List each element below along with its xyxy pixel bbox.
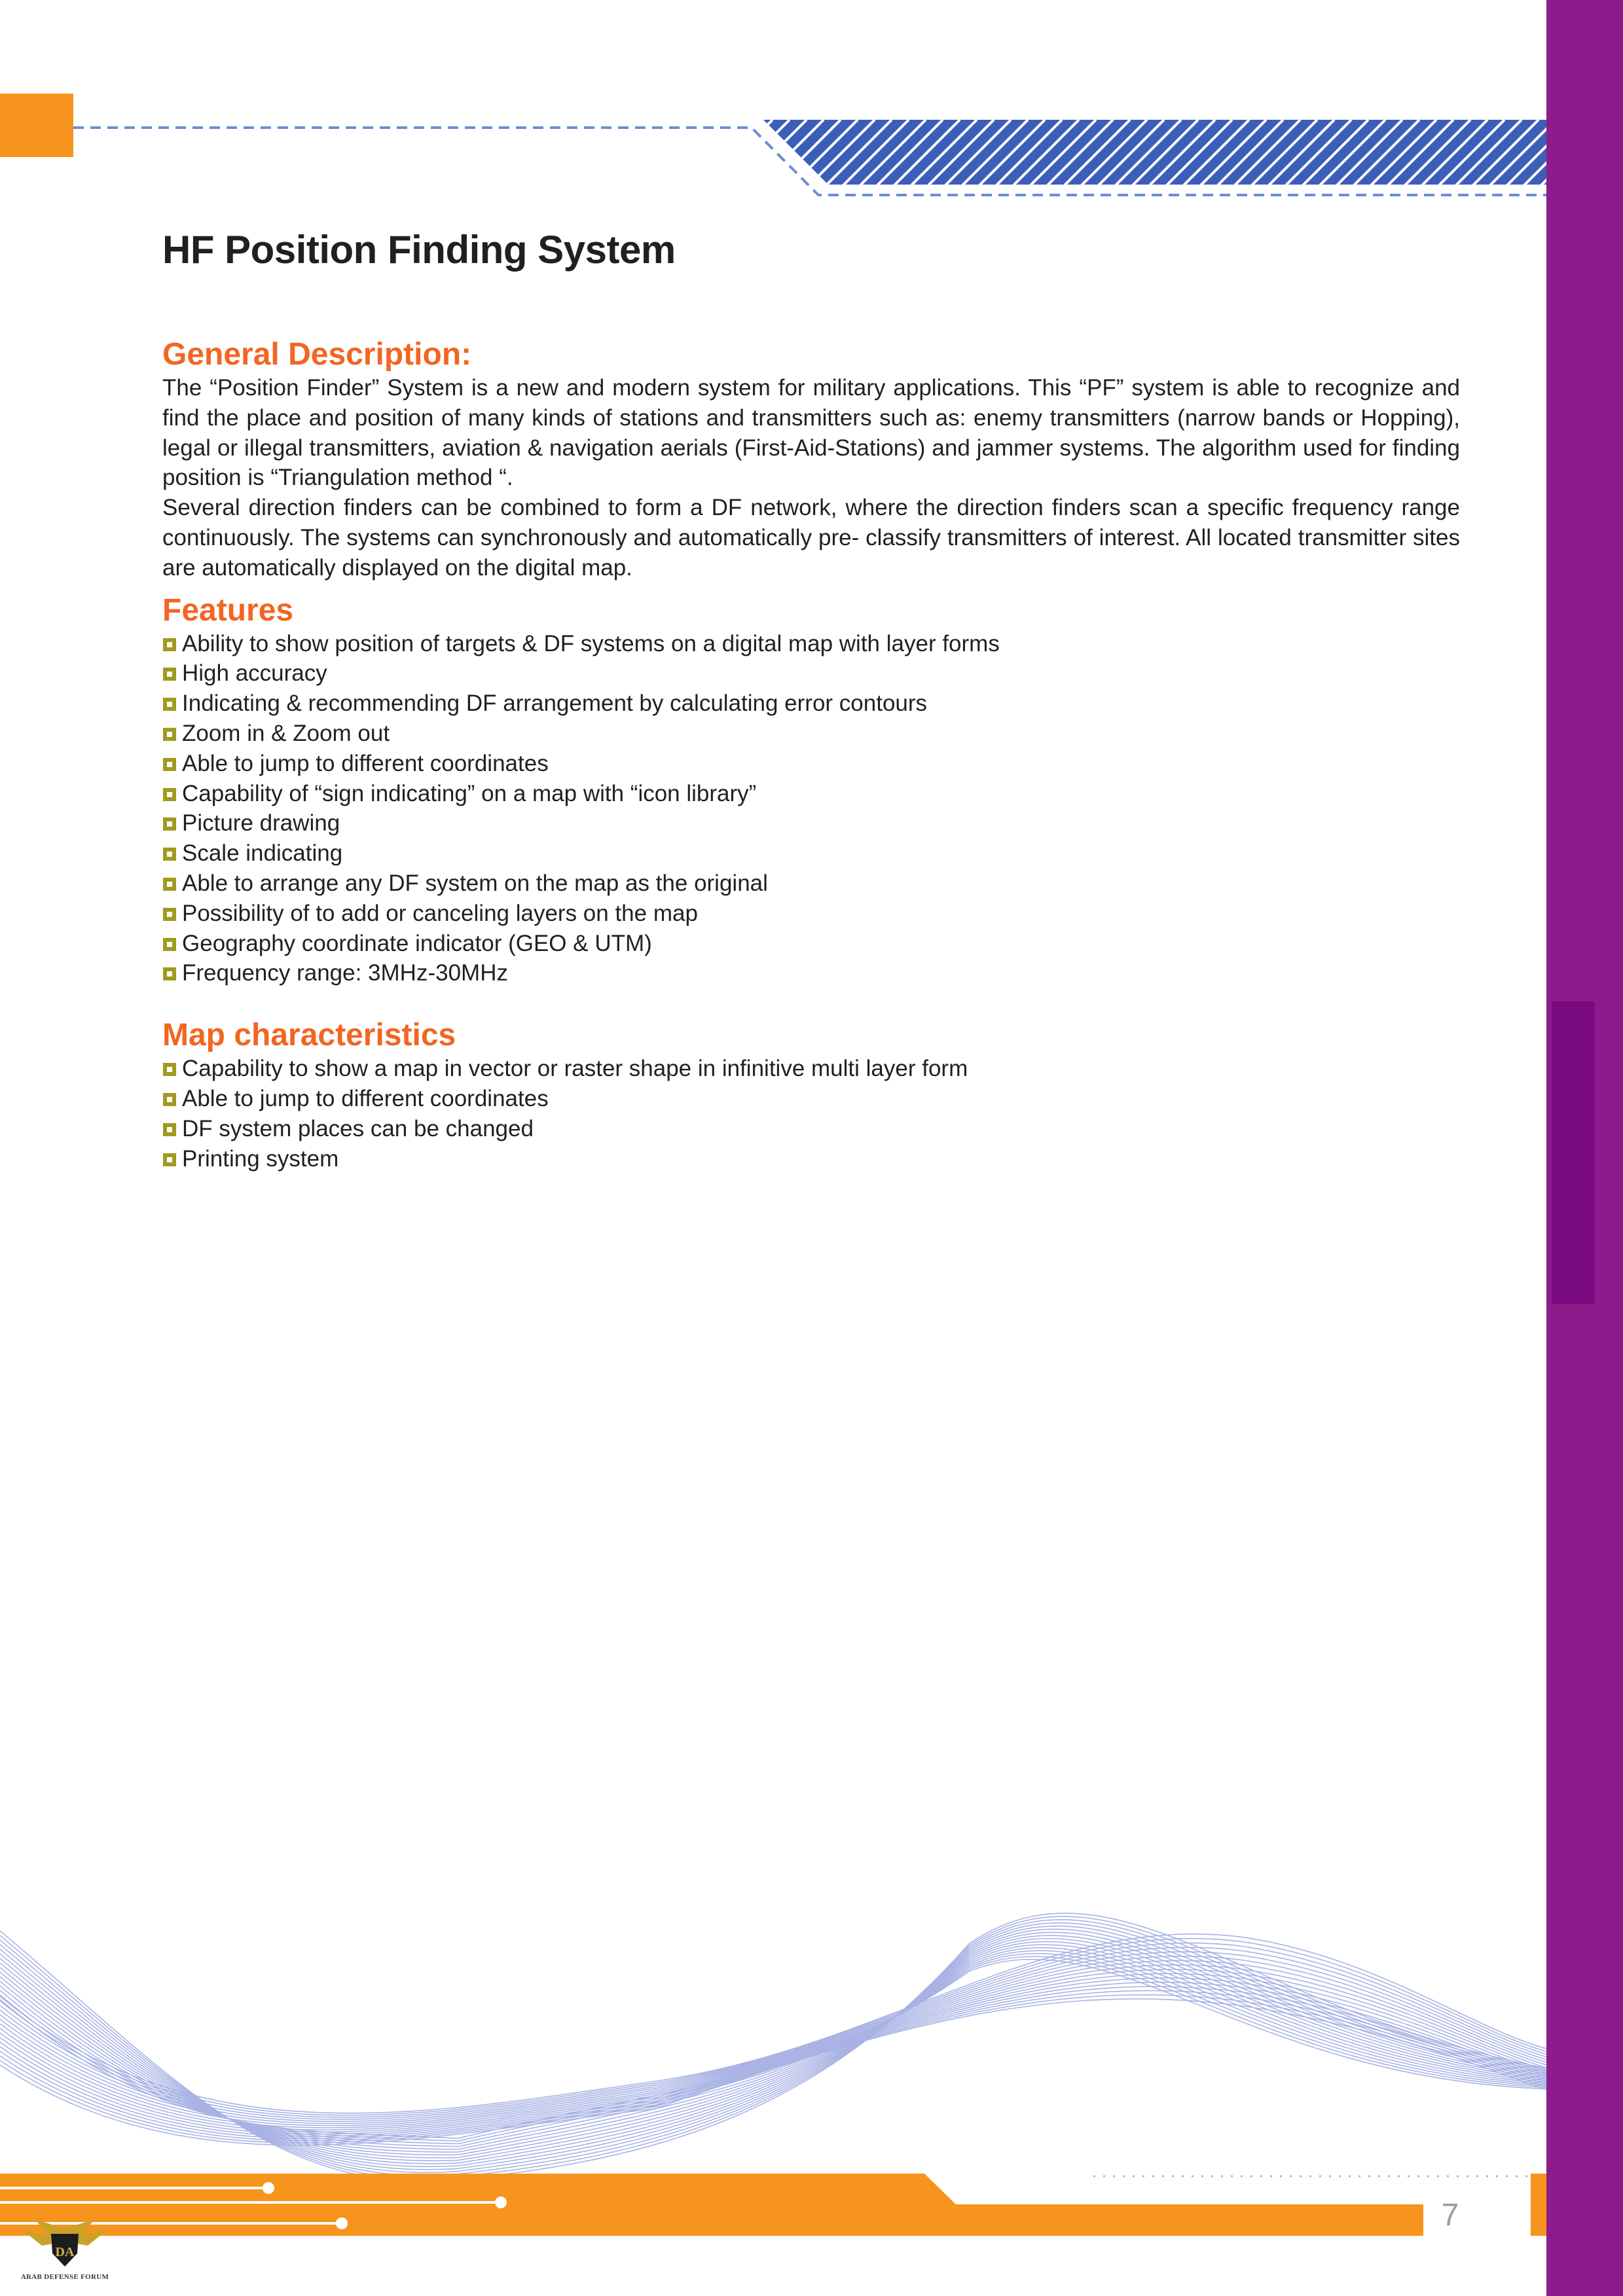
list-item-text: Able to arrange any DF system on the map as the original	[182, 870, 768, 896]
page-number: 7	[1441, 2198, 1459, 2233]
page-title: HF Position Finding System	[162, 228, 676, 272]
banner-stripe	[724, 120, 790, 185]
circuit-node-3	[336, 2217, 348, 2229]
feature-item	[162, 958, 1460, 988]
right-band-tab	[1552, 1001, 1595, 1304]
list-item-text: Able to jump to different coordinates	[182, 750, 549, 776]
logo-monogram: DA	[55, 2245, 75, 2259]
square-bullet-icon	[163, 1123, 176, 1136]
square-bullet-icon	[163, 1063, 176, 1076]
list-item-text: Zoom in & Zoom out	[182, 720, 390, 746]
map-characteristic-item	[162, 1054, 1460, 1084]
orange-footer-bar	[0, 2174, 1423, 2236]
square-bullet-icon	[163, 878, 176, 891]
map-characteristic-item	[162, 1114, 1460, 1144]
footer-decoration	[0, 1898, 1546, 2296]
feature-item	[162, 689, 1460, 719]
feature-item	[162, 719, 1460, 749]
square-bullet-icon	[163, 908, 176, 921]
square-bullet-icon	[163, 788, 176, 801]
feature-item	[162, 749, 1460, 779]
list-item-text: Capability of “sign indicating” on a map with “icon library”	[182, 780, 757, 806]
wave-line	[0, 1954, 1546, 2144]
eagle-emblem-icon	[9, 2215, 120, 2274]
list-item-text: DF system places can be changed	[182, 1115, 534, 1141]
description-paragraph-2: Several direction finders can be combined to form a DF network, where the direction finders scan a specific frequency range continuously. The systems can synchronously and automatically pre- classify transmitters of interest. All located transmitter sites are automatically displayed on the digital map.	[162, 495, 1460, 581]
banner-stripe	[707, 120, 773, 185]
square-bullet-icon	[163, 728, 176, 741]
feature-item	[162, 929, 1460, 959]
square-bullet-icon	[163, 848, 176, 861]
square-bullet-icon	[163, 668, 176, 681]
feature-item	[162, 838, 1460, 869]
list-item-text: Indicating & recommending DF arrangement by calculating error contours	[182, 691, 928, 717]
list-item-text: Scale indicating	[182, 840, 343, 867]
square-bullet-icon	[163, 638, 176, 651]
circuit-node-2	[495, 2197, 507, 2208]
square-bullet-icon	[163, 967, 176, 980]
square-bullet-icon	[163, 1093, 176, 1106]
list-item-text: Possibility of to add or canceling layers on the map	[182, 900, 698, 926]
list-item-text: Picture drawing	[182, 810, 340, 836]
arab-defense-forum-logo	[9, 2215, 120, 2294]
list-item-text: High accuracy	[182, 660, 327, 687]
feature-item	[162, 658, 1460, 689]
list-item-text: Ability to show position of targets & DF systems on a digital map with layer forms	[182, 630, 1000, 656]
wave-line	[0, 1961, 1546, 2126]
features-list	[162, 629, 1460, 989]
list-item-text: Geography coordinate indicator (GEO & UTM)	[182, 930, 652, 956]
wave-line	[0, 1942, 1546, 2155]
feature-item	[162, 869, 1460, 899]
page-content	[162, 216, 1460, 1174]
features-heading: Features	[162, 592, 294, 628]
map-characteristics-list	[162, 1054, 1460, 1174]
logo-text: ARAB DEFENSE FORUM	[20, 2273, 109, 2281]
orange-footer-end	[1531, 2174, 1546, 2236]
list-item-text: Able to jump to different coordinates	[182, 1085, 549, 1111]
wave-line	[0, 1947, 1546, 2119]
square-bullet-icon	[163, 938, 176, 951]
square-bullet-icon	[163, 817, 176, 831]
feature-item	[162, 779, 1460, 809]
general-description-heading: General Description:	[162, 337, 472, 372]
circuit-node-1	[263, 2182, 274, 2194]
description-paragraph-1: The “Position Finder” System is a new and modern system for military applications. This “PF” system is able to recognize and find the place and position of many kinds of stations and transmitters such as: enemy transmitters (narrow bands or Hopping), legal or illegal transmitters, aviation & navigation aerials (First-Aid-Stations) and jammer systems. The algorithm used for finding position is “Triangulation method “.	[162, 375, 1460, 491]
feature-item	[162, 629, 1460, 659]
map-characteristics-heading: Map characteristics	[162, 1018, 456, 1053]
header-decoration	[0, 0, 1546, 216]
square-bullet-icon	[163, 1153, 176, 1166]
list-item-text: Printing system	[182, 1145, 339, 1172]
list-item-text: Frequency range: 3MHz-30MHz	[182, 960, 508, 986]
feature-item	[162, 899, 1460, 929]
list-item-text: Capability to show a map in vector or raster shape in infinitive multi layer form	[182, 1056, 968, 1082]
map-characteristic-item	[162, 1144, 1460, 1174]
square-bullet-icon	[163, 698, 176, 711]
map-characteristic-item	[162, 1084, 1460, 1114]
orange-corner-block	[0, 94, 73, 157]
square-bullet-icon	[163, 758, 176, 771]
wave-line	[0, 1939, 1546, 2158]
feature-item	[162, 808, 1460, 838]
